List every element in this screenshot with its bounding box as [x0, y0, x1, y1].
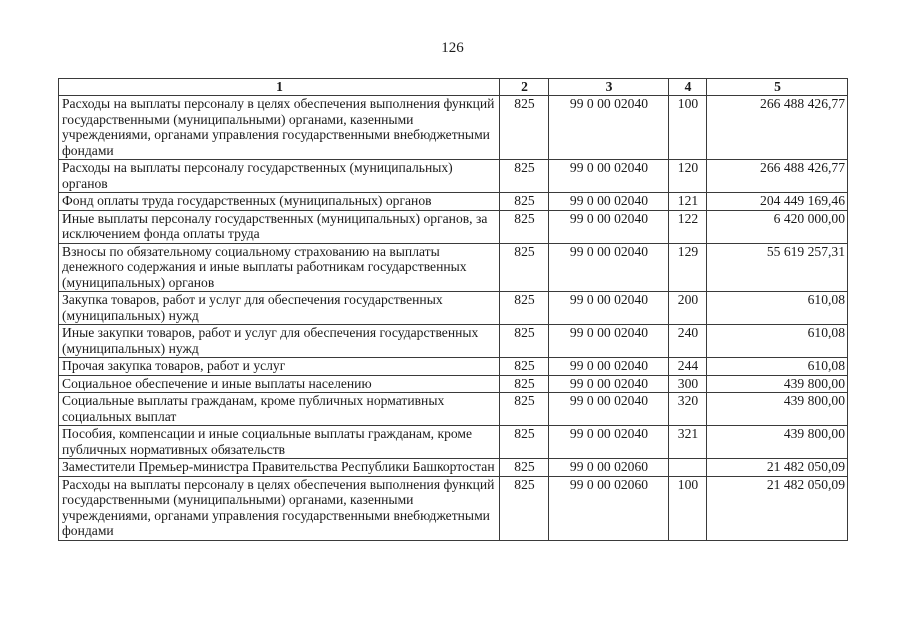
row-code: 825	[500, 393, 549, 426]
row-name: Фонд оплаты труда государственных (муниципальных) органов	[59, 193, 500, 211]
table-row	[59, 96, 848, 160]
row-csr: 99 0 00 02060	[549, 476, 669, 540]
row-csr: 99 0 00 02040	[549, 96, 669, 160]
row-csr: 99 0 00 02040	[549, 393, 669, 426]
row-vr: 244	[669, 358, 707, 376]
header-col-vr: 4	[669, 79, 707, 96]
table-row	[59, 160, 848, 193]
row-sum: 439 800,00	[707, 393, 848, 426]
row-csr: 99 0 00 02040	[549, 160, 669, 193]
row-code: 825	[500, 96, 549, 160]
row-name: Иные выплаты персоналу государственных (муниципальных) органов, за исключением фонда оплаты труда	[59, 210, 500, 243]
row-sum: 21 482 050,09	[707, 459, 848, 477]
row-vr: 129	[669, 243, 707, 292]
row-code: 825	[500, 210, 549, 243]
row-vr: 120	[669, 160, 707, 193]
row-csr: 99 0 00 02040	[549, 358, 669, 376]
row-code: 825	[500, 292, 549, 325]
row-vr: 121	[669, 193, 707, 211]
header-col-csr: 3	[549, 79, 669, 96]
row-csr: 99 0 00 02040	[549, 210, 669, 243]
row-code: 825	[500, 459, 549, 477]
header-col-name: 1	[59, 79, 500, 96]
row-sum: 266 488 426,77	[707, 160, 848, 193]
row-sum: 610,08	[707, 292, 848, 325]
table-header	[59, 79, 848, 96]
row-vr: 100	[669, 96, 707, 160]
table-row	[59, 476, 848, 540]
row-vr: 100	[669, 476, 707, 540]
row-code: 825	[500, 160, 549, 193]
row-sum: 6 420 000,00	[707, 210, 848, 243]
row-name: Расходы на выплаты персоналу государственных (муниципальных) органов	[59, 160, 500, 193]
row-vr: 321	[669, 426, 707, 459]
row-code: 825	[500, 426, 549, 459]
table-row	[59, 393, 848, 426]
row-csr: 99 0 00 02060	[549, 459, 669, 477]
row-csr: 99 0 00 02040	[549, 426, 669, 459]
row-csr: 99 0 00 02040	[549, 375, 669, 393]
header-row	[59, 79, 848, 96]
row-vr	[669, 459, 707, 477]
row-name: Социальное обеспечение и иные выплаты населению	[59, 375, 500, 393]
row-vr: 300	[669, 375, 707, 393]
row-name: Расходы на выплаты персоналу в целях обеспечения выполнения функций государственными (муниципальными) органами, казенными учреждениями, органами управления государственными внебюджетными фондами	[59, 476, 500, 540]
row-name: Социальные выплаты гражданам, кроме публичных нормативных социальных выплат	[59, 393, 500, 426]
row-csr: 99 0 00 02040	[549, 243, 669, 292]
row-sum: 439 800,00	[707, 426, 848, 459]
row-csr: 99 0 00 02040	[549, 193, 669, 211]
row-csr: 99 0 00 02040	[549, 292, 669, 325]
row-name: Взносы по обязательному социальному страхованию на выплаты денежного содержания и иные выплаты работникам государственных (муниципальных) органов	[59, 243, 500, 292]
row-code: 825	[500, 193, 549, 211]
table-row	[59, 243, 848, 292]
row-code: 825	[500, 476, 549, 540]
table-row	[59, 358, 848, 376]
table-row	[59, 210, 848, 243]
table-row	[59, 375, 848, 393]
table-row	[59, 325, 848, 358]
row-sum: 610,08	[707, 325, 848, 358]
budget-table	[58, 78, 848, 541]
header-col-sum: 5	[707, 79, 848, 96]
row-name: Расходы на выплаты персоналу в целях обеспечения выполнения функций государственными (муниципальными) органами, казенными учреждениями, органами управления государственными внебюджетными фондами	[59, 96, 500, 160]
row-name: Закупка товаров, работ и услуг для обеспечения государственных (муниципальных) нужд	[59, 292, 500, 325]
row-name: Пособия, компенсации и иные социальные выплаты гражданам, кроме публичных нормативных обязательств	[59, 426, 500, 459]
row-sum: 439 800,00	[707, 375, 848, 393]
row-vr: 320	[669, 393, 707, 426]
table-body	[59, 96, 848, 541]
table-row	[59, 292, 848, 325]
row-code: 825	[500, 243, 549, 292]
row-name: Прочая закупка товаров, работ и услуг	[59, 358, 500, 376]
row-name: Заместители Премьер-министра Правительства Республики Башкортостан	[59, 459, 500, 477]
row-vr: 200	[669, 292, 707, 325]
row-name: Иные закупки товаров, работ и услуг для обеспечения государственных (муниципальных) нужд	[59, 325, 500, 358]
row-sum: 266 488 426,77	[707, 96, 848, 160]
row-code: 825	[500, 325, 549, 358]
row-vr: 240	[669, 325, 707, 358]
table-row	[59, 193, 848, 211]
row-sum: 55 619 257,31	[707, 243, 848, 292]
row-vr: 122	[669, 210, 707, 243]
row-sum: 204 449 169,46	[707, 193, 848, 211]
row-code: 825	[500, 375, 549, 393]
table-row	[59, 459, 848, 477]
row-code: 825	[500, 358, 549, 376]
row-sum: 21 482 050,09	[707, 476, 848, 540]
page-number: 126	[441, 40, 464, 56]
table-row	[59, 426, 848, 459]
header-col-code: 2	[500, 79, 549, 96]
row-sum: 610,08	[707, 358, 848, 376]
row-csr: 99 0 00 02040	[549, 325, 669, 358]
